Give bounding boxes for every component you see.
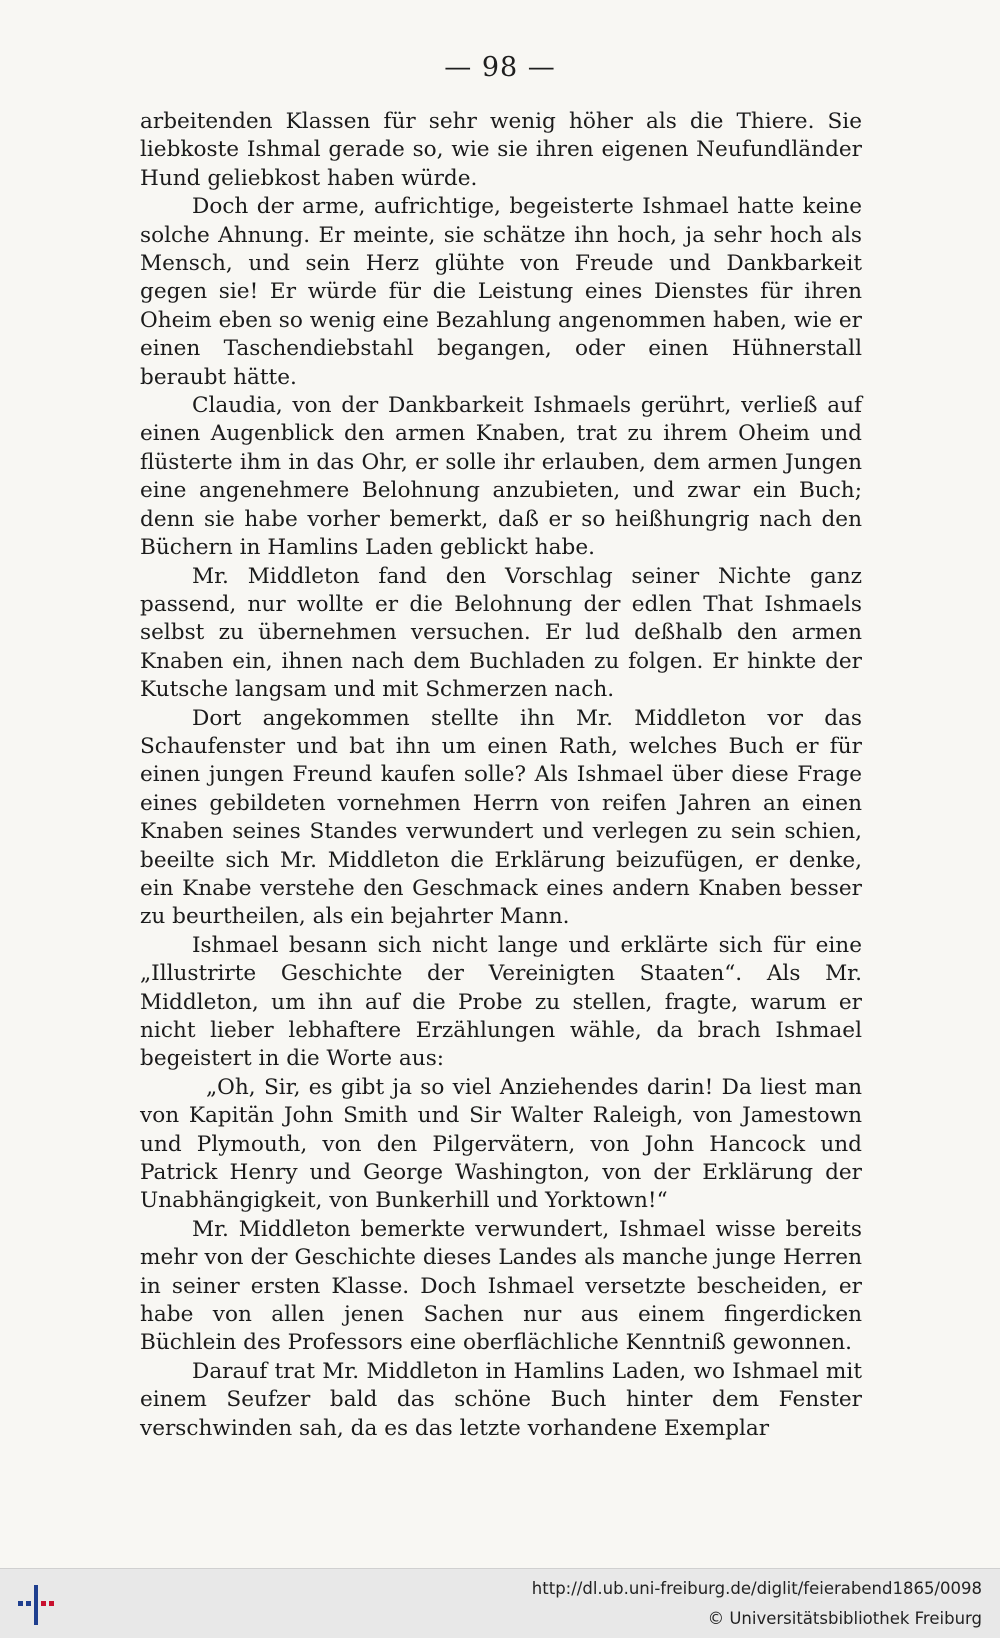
paragraph-5: Dort angekommen stellte ihn Mr. Middleton vor das Schaufenster und bat ihn um einen Rath, welches Buch er für einen jungen Freund kaufen solle? Als Ishmael über diese Frage eines gebildeten vornehmen Herrn von reifen Jahren an einen Knaben seines Standes verwundert und verlegen zu sein schien, beeilte sich Mr. Middleton die Erklärung beizufügen, er denke, ein Knabe verstehe den Geschmack eines andern Knaben besser zu beurtheilen, als ein bejahrter Mann. (140, 705, 862, 930)
paragraph-9: Darauf trat Mr. Middleton in Hamlins Laden, wo Ishmael mit einem Seufzer bald das schöne Buch hinter dem Fenster verschwinden sah, da es das letzte vorhandene Exemplar (140, 1358, 862, 1441)
ub-freiburg-logo-icon (4, 1581, 64, 1629)
page-number: — 98 — (444, 52, 556, 83)
footer-bar (0, 1568, 1000, 1638)
paragraph-7-quote: „Oh, Sir, es gibt ja so viel Anziehendes darin! Da liest man von Kapitän John Smith und Sir Walter Raleigh, von Jamestown und Plymouth, von den Pilgervätern, von John Hancock und Patrick Henry und George Washington, von der Erklärung der Unabhängigkeit, von Bunkerhill und Yorktown!“ (140, 1074, 862, 1214)
paragraph-2: Doch der arme, aufrichtige, begeisterte Ishmael hatte keine solche Ahnung. Er meinte, sie schätze ihn hoch, ja sehr hoch als Mensch, und sein Herz glühte von Freude und Dankbarkeit gegen sie! Er würde für die Leistung eines Dienstes für ihren Oheim eben so wenig eine Bezahlung angenommen haben, wie er einen Taschendiebstahl begangen, oder einen Hühnerstall beraubt hätte. (140, 194, 862, 390)
paragraph-6: Ishmael besann sich nicht lange und erklärte sich für eine „Illustrirte Geschichte der Vereinigten Staaten“. Als Mr. Middleton, um ihn auf die Probe zu stellen, fragte, warum er nicht lieber lebhaftere Erzählungen wähle, da brach Ishmael begeistert in die Worte aus: (140, 932, 862, 1072)
paragraph-4: Mr. Middleton fand den Vorschlag seiner Nichte ganz passend, nur wollte er die Belohnung der edlen That Ishmaels selbst zu übernehmen versuchen. Er lud deßhalb den armen Knaben ein, ihnen nach dem Buchladen zu folgen. Er hinkte der Kutsche langsam und mit Schmerzen nach. (140, 563, 862, 703)
body-text (140, 108, 862, 1443)
footer-copyright: © Universitätsbibliothek Freiburg (707, 1609, 982, 1628)
paragraph-8: Mr. Middleton bemerkte verwundert, Ishmael wisse bereits mehr von der Geschichte dieses Landes als manche junge Herren in seiner ersten Klasse. Doch Ishmael versetzte bescheiden, er habe von allen jenen Sachen nur aus einem fingerdicken Büchlein des Professors eine oberflächliche Kenntniß gewonnen. (140, 1216, 862, 1356)
paragraph-3: Claudia, von der Dankbarkeit Ishmaels gerührt, verließ auf einen Augenblick den armen Knaben, trat zu ihrem Oheim und flüsterte ihm in das Ohr, er solle ihr erlauben, dem armen Jungen eine angenehmere Belohnung anzubieten, und zwar ein Buch; denn sie habe vorher bemerkt, daß er so heißhungrig nach den Büchern in Hamlins Laden geblickt habe. (140, 393, 862, 561)
footer-url-link[interactable]: http://dl.ub.uni-freiburg.de/diglit/feierabend1865/0098 (531, 1579, 982, 1598)
paragraph-1: arbeitenden Klassen für sehr wenig höher als die Thiere. Sie liebkoste Ishmal gerade so, wie sie ihren eigenen Neufundländer Hund geliebkost haben würde. (140, 109, 862, 191)
